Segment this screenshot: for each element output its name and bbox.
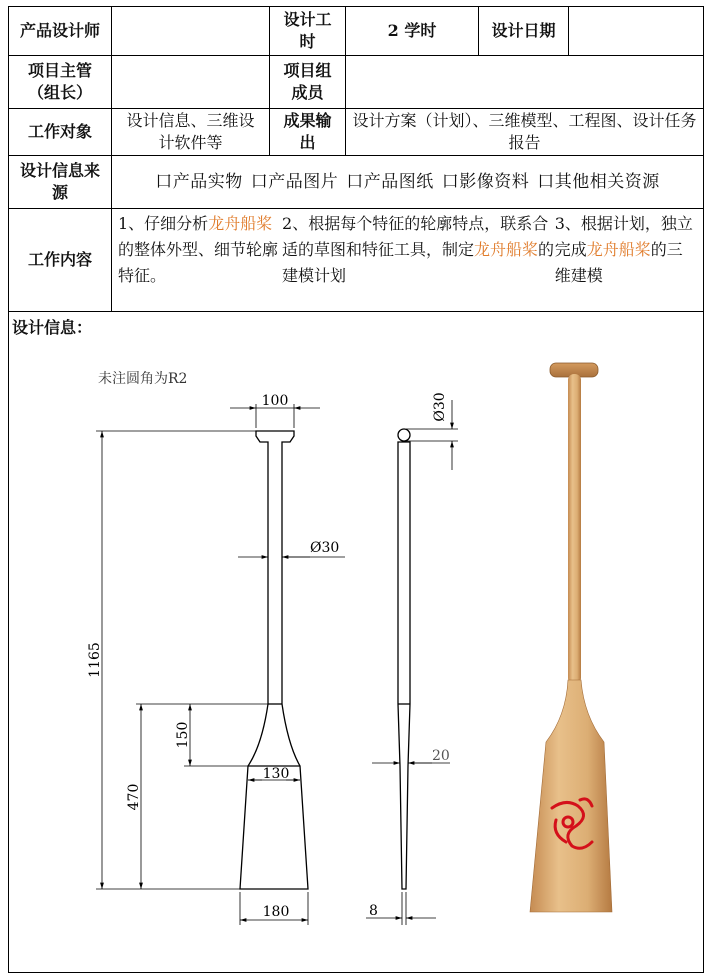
dim-blade-top-width: 130 xyxy=(262,766,290,782)
object-label: 工作对象 xyxy=(8,108,112,156)
side-dimensions xyxy=(366,400,458,925)
dim-tip-thickness: 8 xyxy=(369,903,378,919)
side-handle-circle xyxy=(398,429,410,441)
date-label: 设计日期 xyxy=(478,6,569,56)
hours-value: 2 学时 xyxy=(345,6,479,56)
content-item-3: 3、根据计划，独立完成龙舟船桨的三维建模 xyxy=(554,214,693,285)
side-view xyxy=(398,429,410,889)
dim-shaft-dia: Ø30 xyxy=(310,540,340,556)
members-label: 项目组成员 xyxy=(269,55,346,109)
front-view xyxy=(240,431,308,889)
hours-label: 设计工时 xyxy=(269,6,346,56)
object-value: 设计信息、三维设计软件等 xyxy=(111,108,270,156)
output-label: 成果输出 xyxy=(269,108,346,156)
dim-blade-bottom-width: 180 xyxy=(262,904,290,920)
source-option-picture[interactable]: 口产品图片 xyxy=(250,172,339,192)
fillet-note: 未注圆角为R2 xyxy=(98,371,188,387)
paddle-side-outline xyxy=(398,442,410,889)
dim-handle-width: 100 xyxy=(261,393,289,409)
paddle-3d-render xyxy=(530,363,612,912)
front-dim-labels xyxy=(87,393,339,920)
supervisor-label: 项目主管（组长） xyxy=(8,55,112,109)
designer-label: 产品设计师 xyxy=(8,6,112,56)
content-item-2: 2、根据每个特征的轮廓特点，联系合适的草图和特征工具，制定龙舟船桨的建模计划 xyxy=(282,214,555,285)
source-option-drawing[interactable]: 口产品图纸 xyxy=(346,172,434,192)
source-option-video[interactable]: 口影像资料 xyxy=(441,172,530,192)
source-label: 设计信息来源 xyxy=(8,155,112,209)
paddle-front-outline xyxy=(240,431,308,889)
output-value: 设计方案（计划）、三维模型、工程图、设计任务报告 xyxy=(345,108,704,156)
content-item-1: 1、仔细分析龙舟船桨的整体外型、细节轮廓特征。 xyxy=(118,214,279,285)
source-option-other[interactable]: 口其他相关资源 xyxy=(537,172,660,192)
content-label: 工作内容 xyxy=(8,208,112,312)
dim-neck-length: 150 xyxy=(175,721,191,749)
dim-total-length: 1165 xyxy=(87,642,103,678)
dim-side-thickness: 20 xyxy=(432,748,450,764)
source-option-physical[interactable]: 口产品实物 xyxy=(155,172,243,192)
front-dimensions xyxy=(96,404,345,925)
design-info-label: 设计信息： xyxy=(12,318,93,337)
dim-side-dia: Ø30 xyxy=(432,392,448,422)
dim-blade-length: 470 xyxy=(126,783,142,811)
